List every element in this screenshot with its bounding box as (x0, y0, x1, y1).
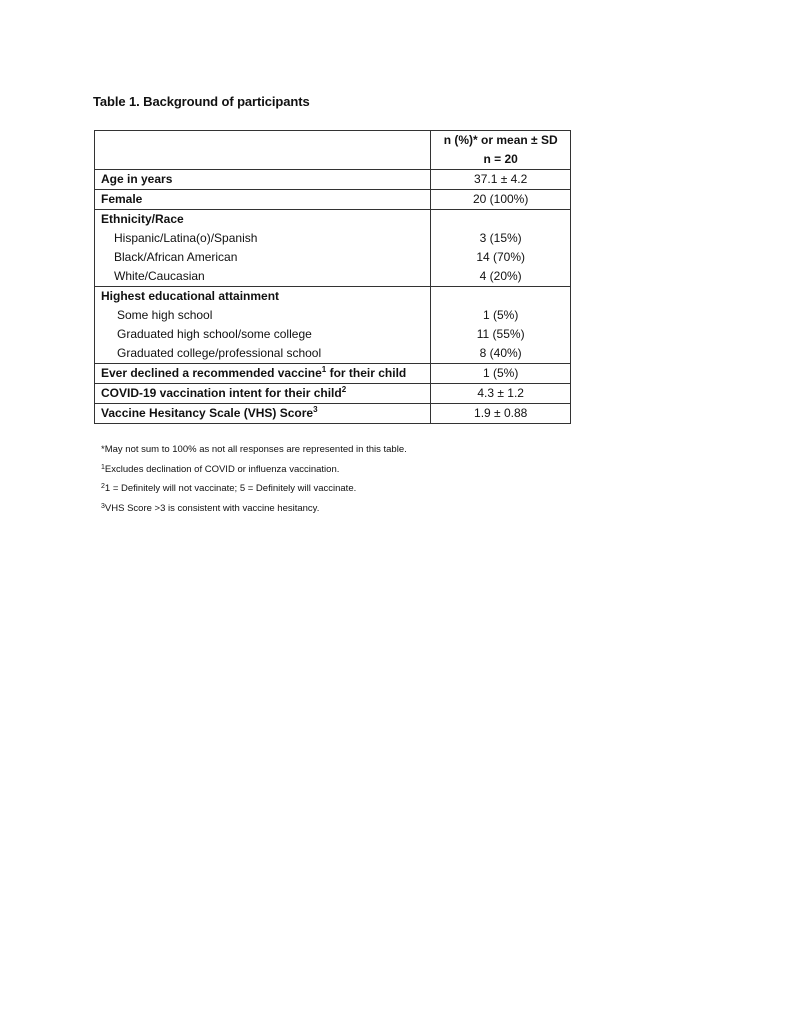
table-title: Table 1. Background of participants (93, 94, 310, 109)
table-row-age (95, 170, 571, 190)
footnote (101, 440, 407, 460)
declined-footnote-mark: 1 (321, 365, 327, 374)
table-header-row (95, 131, 571, 170)
row-label-female: Female (95, 190, 431, 210)
declined-label-pre: Ever declined a recommended vaccine (101, 366, 322, 380)
header-line-2: n = 20 (483, 152, 518, 166)
row-value-declined: 1 (5%) (431, 364, 571, 384)
table-footnotes (101, 440, 407, 518)
row-label-declined (95, 364, 431, 384)
group-heading-education: Highest educational attainment (101, 289, 280, 303)
footnote-text: *May not sum to 100% as not all responses are represented in this table. (101, 444, 407, 455)
table-row-education (95, 287, 571, 364)
table-row-intent (95, 384, 571, 404)
row-label-age: Age in years (95, 170, 431, 190)
vhs-label: Vaccine Hesitancy Scale (VHS) Score (101, 406, 314, 420)
intent-label: COVID-19 vaccination intent for their child (101, 386, 342, 400)
row-values-ethnicity-group (431, 210, 571, 287)
education-item-label: Some high school (117, 308, 213, 322)
ethnicity-item-label: White/Caucasian (114, 269, 205, 283)
education-item-value: 11 (55%) (476, 327, 525, 341)
row-label-intent (95, 384, 431, 404)
row-value-female: 20 (100%) (431, 190, 571, 210)
table-row-female (95, 190, 571, 210)
education-item-label: Graduated high school/some college (117, 327, 312, 341)
footnote-text: 1 = Definitely will not vaccinate; 5 = Definitely will vaccinate. (104, 483, 357, 494)
ethnicity-item-label: Black/African American (114, 250, 238, 264)
row-label-vhs (95, 404, 431, 424)
row-value-vhs: 1.9 ± 0.88 (431, 404, 571, 424)
row-label-education-group (95, 287, 431, 364)
table-row-vhs (95, 404, 571, 424)
footnote-text: Excludes declination of COVID or influenza vaccination. (104, 463, 340, 475)
table-row-declined (95, 364, 571, 384)
header-value-cell (431, 131, 571, 170)
ethnicity-item-value: 14 (70%) (476, 250, 526, 264)
footnote-mark: 3 (101, 502, 105, 510)
footnote (101, 479, 407, 499)
footnote (101, 499, 407, 519)
footnote (101, 460, 407, 480)
group-heading-ethnicity: Ethnicity/Race (101, 212, 184, 226)
participants-table (94, 130, 571, 424)
education-item-value: 8 (40%) (479, 346, 522, 360)
vhs-footnote-mark: 3 (313, 405, 318, 414)
table-row-ethnicity (95, 210, 571, 287)
row-value-intent: 4.3 ± 1.2 (431, 384, 571, 404)
header-line-1: n (%)* or mean ± SD (443, 133, 558, 147)
ethnicity-item-value: 4 (20%) (479, 269, 522, 283)
header-empty-cell (95, 131, 431, 170)
row-value-age: 37.1 ± 4.2 (431, 170, 571, 190)
footnote-mark: 2 (101, 483, 105, 490)
intent-footnote-mark: 2 (341, 385, 347, 394)
ethnicity-item-label: Hispanic/Latina(o)/Spanish (114, 231, 258, 245)
ethnicity-item-value: 3 (15%) (479, 231, 522, 245)
education-item-label: Graduated college/professional school (117, 346, 322, 360)
education-item-value: 1 (5%) (483, 308, 519, 322)
row-values-education-group (431, 287, 571, 364)
declined-label-post: for their child (326, 366, 407, 380)
footnote-text: VHS Score >3 is consistent with vaccine hesitancy. (104, 502, 320, 514)
footnote-mark: 1 (101, 463, 105, 471)
row-label-ethnicity-group (95, 210, 431, 287)
